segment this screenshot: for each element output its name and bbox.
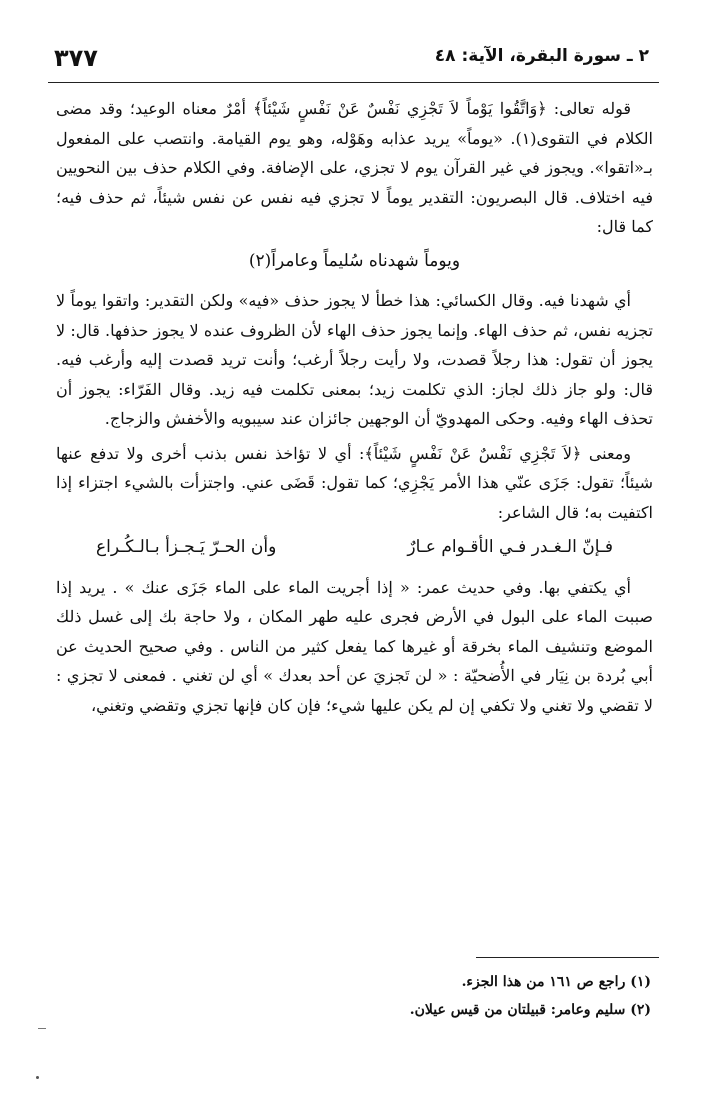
- poetry-verse: ويوماً شهدناه سُليماً وعامراً(٢): [248, 250, 461, 271]
- paragraph-4: أي يكتفي بها. وفي حديث عمر: « إذا أجريت الماء على الماء جَزَى عنك » . يريد إذا صببت الماء على البول في الأرض فجرى عليه طهر المكان ، ولا حاجة بك إلى غسل ذلك الموضع وتنشيف الماء بخرقة أو غيرها كما يفعل كثير من الناس . وفي صحيح الحديث عن أبي بُردة بن نِيَار في الأُضحيّة : « لن تَجزيَ عن أحد بعدك » أي لن تغني . فمعنى لا تجزي : لا تقضي ولا تغني ولا تكفي إن لم يكن عليها شيء؛ فإن كان فإنها تجزي وتقضي وتغني،: [56, 577, 653, 715]
- footnote-divider: [476, 957, 659, 958]
- page-header: [48, 42, 659, 83]
- couplet-first-hemistich: فـإنّ الـغـدر فـي الأقـوام عـارٌ: [407, 537, 613, 557]
- couplet-second-hemistich: وأن الحـرّ يَـجـزأ بـالـكُـراع: [96, 537, 277, 557]
- scan-speck: [36, 1076, 39, 1079]
- footnote-2: (٢) سليم وعامر: قبيلتان من قيس عيلان.: [409, 1002, 651, 1018]
- paragraph-3: ومعنى ﴿لاَ تَجْزِي نَفْسٌ عَنْ نَفْسٍ شَيْئاً﴾: أي لا تؤاخذ نفس بذنب أخرى ولا تدفع عنها شيئاً؛ تقول: جَزَى عنّي هذا الأمر يَجْزِي؛ كما تقول: قَضَى عني. واجتزأت بالشيء اجتزاء إذا اكتفيت به؛ قال الشاعر:: [56, 443, 653, 522]
- poetry-couplet: [96, 533, 613, 563]
- main-text: [56, 94, 653, 725]
- page-number: ٣٧٧: [54, 44, 98, 72]
- footnote-1: (١) راجع ص ١٦١ من هذا الجزء.: [461, 974, 651, 990]
- margin-mark: [38, 1028, 46, 1029]
- paragraph-1: قوله تعالى: ﴿وَاتَّقُوا يَوْماً لاَ تَجْزِي نَفْسٌ عَنْ نَفْسٍ شَيْئاً﴾ أمْرٌ معناه الوعيد؛ وقد مضى الكلام في التقوى(١). «يوماً» يريد عذابه وهَوْله، وهو يوم القيامة. وانتصب على المفعول بـ«اتقوا». ويجوز في غير القرآن يوم لا تجزي، على الإضافة. وفي الكلام حذف بين النحويين فيه اختلاف. قال البصريون: التقدير يوماً لا تجزي فيه نفس عن نفس شيئاً، ثم حذف فيه؛ كما قال:: [56, 99, 653, 236]
- running-title: ٢ ـ سورة البقرة، الآية: ٤٨: [434, 46, 649, 66]
- footnotes: [60, 968, 651, 1024]
- paragraph-2: أي شهدنا فيه. وقال الكسائي: هذا خطأ لا يجوز حذف «فيه» ولكن التقدير: واتقوا يوماً لا تجزيه نفس، ثم حذف الهاء. وإنما يجوز حذف الهاء لأن الظروف عنده لا يجوز حذفها. قال: لا يجوز أن تقول: هذا رجلاً قصدت، ولا رأيت رجلاً أرغب؛ وأنت تريد قصدت إليه وأرغب فيه. قال: ولو جاز ذلك لجاز: الذي تكلمت زيد؛ بمعنى تكلمت فيه زيد. وقال الفَرّاء: يجوز أن تحذف الهاء وفيه. وحكى المهدويّ أن الوجهين جائزان عند سيبويه والأخفش والزجاج.: [56, 291, 653, 428]
